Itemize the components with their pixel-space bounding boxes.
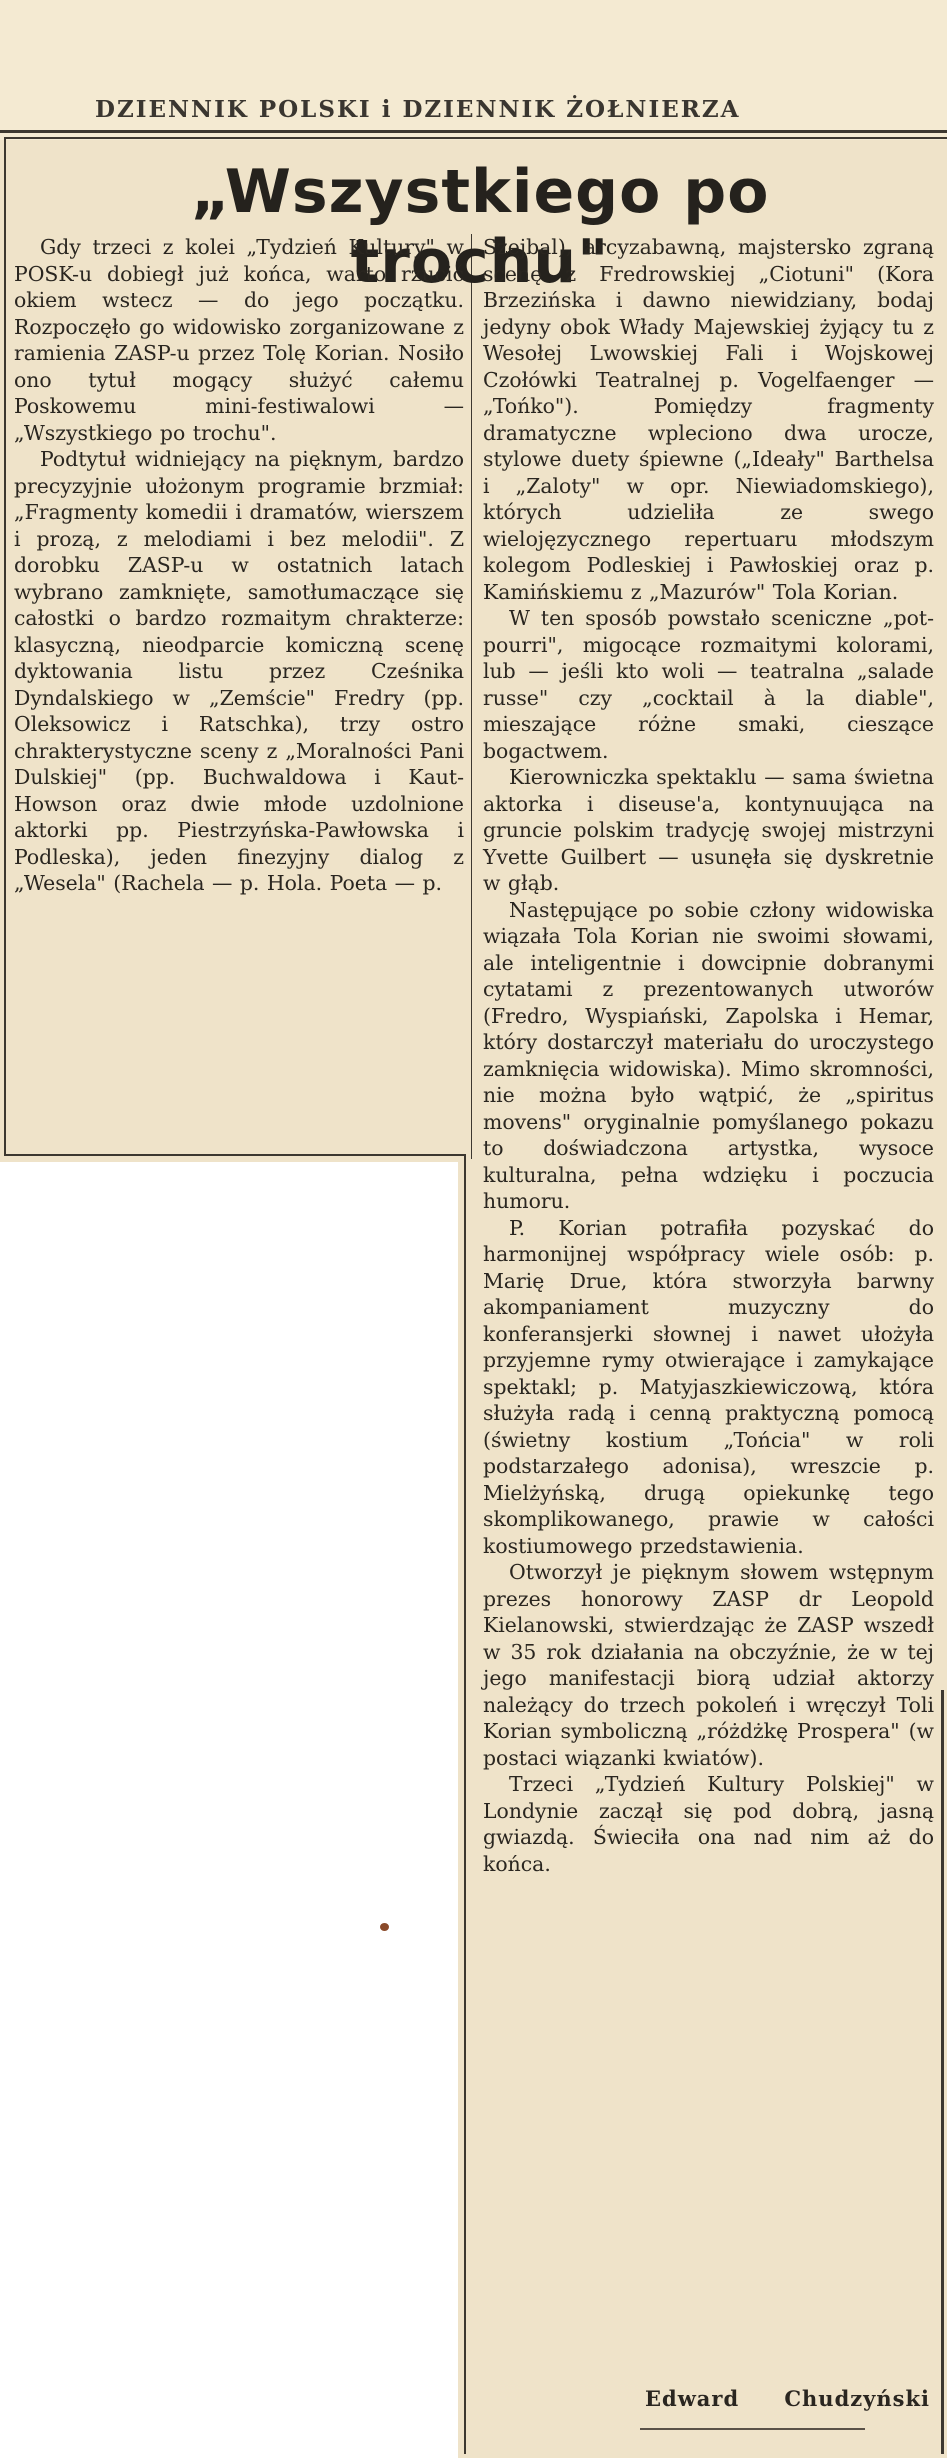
- article-title: „Wszystkiego po trochu": [190, 157, 770, 297]
- author-signature: [645, 2386, 930, 2411]
- paragraph: P. Korian potrafiła pozyskać do harmonijnej współpracy wiele osób: p. Marię Drue, która stworzyła barwny akompaniament muzyczny do konferansjerki słownej i nawet ułożyła przyjemne rymy otwierające i zamykające spektakl; p. Matyjaszkiewiczową, która służyła radą i cenną praktyczną pomocą (świetny kostium „Tońcia" w roli podstarzałego adonisa), wreszcie p. Mielżyńską, drugą opiekunkę tego skomplikowanego, prawie w całości kostiumowego przedstawienia.: [483, 1215, 934, 1558]
- article-frame-bottom-left: [4, 1154, 464, 1156]
- article-frame-left: [4, 137, 6, 1155]
- author-last-name: Chudzyński: [784, 2386, 930, 2411]
- newspaper-masthead: DZIENNIK POLSKI i DZIENNIK ŻOŁNIERZA: [95, 96, 741, 123]
- paragraph: Otworzył je pięknym słowem wstępnym prezes honorowy ZASP dr Leopold Kielanowski, stwierdzając że ZASP wszedł w 35 rok działania na obczyźnie, że w tej jego manifestacji biorą udział aktorzy należący do trzech pokoleń i wręczył Toli Korian symboliczną „różdżkę Prospera" (w postaci wiązanki kwiatów).: [483, 1560, 934, 1770]
- masthead-rule: [0, 130, 947, 133]
- paragraph: W ten sposób powstało sceniczne „pot-pourri", migocące rozmaitymi kolorami, lub — jeśli kto woli — teatralna „salade russe" czy „cocktail à la diable", mieszające różne smaki, cieszące bogactwem.: [483, 606, 934, 763]
- paragraph: Trzeci „Tydzień Kultury Polskiej" w Londynie zaczął się pod dobrą, jasną gwiazdą. Świeciła ona nad nim aż do końca.: [483, 1772, 934, 1876]
- paragraph: Następujące po sobie człony widowiska wiązała Tola Korian nie swoimi słowami, ale inteligentnie i dowcipnie dobranymi cytatami z prezentowanych utworów (Fredro, Wyspiański, Zapolska i Hemar, który dostarczył materiału do uroczystego zamknięcia widowiska). Mimo skromności, nie można było wątpić, że „spiritus movens" oryginalnie pomyślanego pokazu to doświadczona artystka, wysoce kulturalna, pełna wdzięku i poczucia humoru.: [483, 897, 934, 1213]
- author-first-name: Edward: [645, 2386, 740, 2411]
- article-column-left: [14, 234, 464, 897]
- article-frame-lower-left: [464, 1154, 466, 2454]
- paragraph: Szejbal), arcyzabawną, majstersko zgraną scenę z Fredrowskiej „Ciotuni" (Kora Brzezińska i dawno niewidziany, bodaj jedyny obok Władу Majewskiej żyjący tu z Wesołej Lwowskiej Fali i Wojskowej Czołówki Teatralnej p. Vogelfaenger — „Tońko"). Pomiędzy fragmenty dramatyczne wpleciono dwa urocze, stylowe duety śpiewne („Ideały" Barthelsa i „Zaloty" w opr. Niewiadomskiego), których udzieliła ze swego wielojęzycznego repertuaru młodszym kolegom Podleskiej i Pawłoskiej oraz p. Kamińskiemu z „Mazurów" Tola Korian.: [483, 235, 934, 604]
- column-divider: [471, 234, 472, 1159]
- paragraph: Gdy trzeci z kolei „Tydzień Kultury" w POSK-u dobiegł już końca, warto rzucić okiem wstecz — do jego początku. Rozpoczęło go widowisko zorganizowane z ramienia ZASP-u przez Tolę Korian. Nosiło ono tytuł mogący służyć całemu Poskowemu mini-festiwalowi — „Wszystkiego po trochu".: [14, 235, 464, 445]
- paragraph: Podtytuł widniejący na pięknym, bardzo precyzyjnie ułożonym programie brzmiał: „Fragmenty komedii i dramatów, wierszem i prozą, z melodiami i bez melodii". Z dorobku ZASP-u w ostatnich latach wybrano zamknięte, samotłumaczące się całostki o bardzo rozmaitym chrakterze: klasyczną, nieodparcie komiczną scenę dyktowania listu przez Cześnika Dyndalskiego w „Zemście" Fredry (pp. Oleksowicz i Ratschka), trzy ostro chrakterystyczne sceny z „Moralności Pani Dulskiej" (pp. Buchwaldowa i Kaut-Howson oraz dwie młode uzdolnione aktorki pp. Piestrzyńska-Pawłowska i Podleska), jeden finezyjny dialog z „Wesela" (Rachela — p. Hola. Poeta — p.: [14, 447, 464, 895]
- paper-stain: [380, 1923, 389, 1931]
- paragraph: Kierowniczka spektaklu — sama świetna aktorka i diseuse'a, kontynuująca na gruncie polskim tradycję swojej mistrzyni Yvette Guilbert — usunęła się dyskretnie w głąb.: [483, 765, 934, 895]
- signature-rule: [640, 2428, 865, 2430]
- article-frame-top: [4, 137, 947, 139]
- article-column-right: [483, 234, 934, 1877]
- article-frame-right: [941, 1690, 944, 2454]
